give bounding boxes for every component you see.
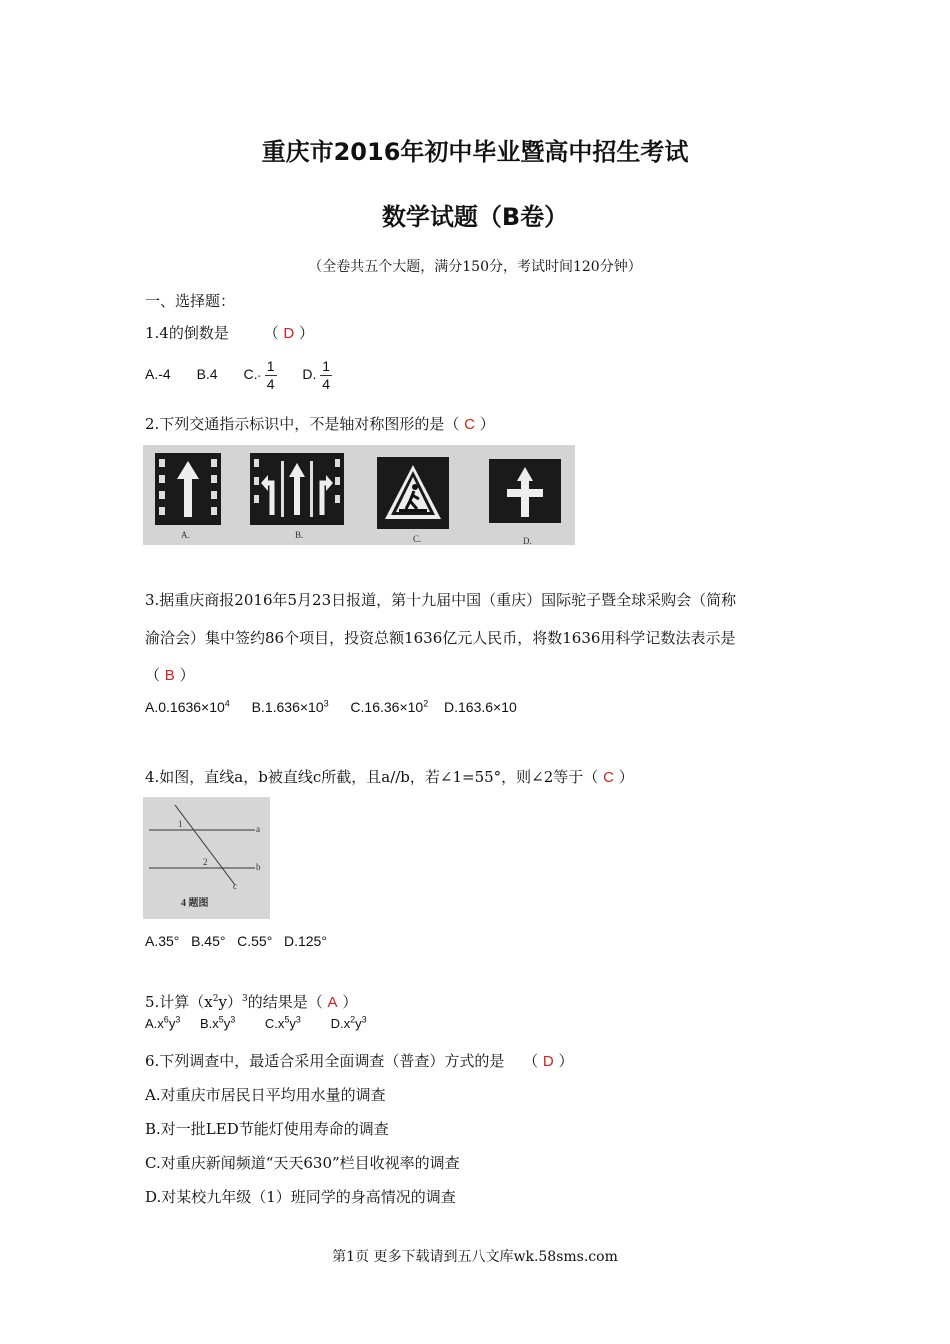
question-5-answer: A: [327, 994, 338, 1011]
option-b: B.4: [196, 366, 218, 383]
question-1-options: [145, 358, 354, 393]
fraction: $\frac{1}{4}$: [322, 358, 331, 392]
question-6-option-d: D.对某校九年级（1）班同学的身高情况的调查: [145, 1188, 456, 1206]
question-1-answer: D: [283, 325, 295, 342]
page-footer: 第1页 更多下载请到五八文库wk.58sms.com: [332, 1249, 618, 1265]
sign-c-label: C.: [413, 534, 422, 544]
pedestrian-crossing-sign-icon: [377, 457, 449, 529]
question-4-stem: 4.如图，直线a，b被直线c所截，且a//b，若∠1=55°，则∠2等于（: [145, 768, 599, 786]
option-c: $C.x^5y^3$: [264, 1014, 301, 1031]
parallel-lines-figure: [143, 797, 270, 919]
option-c: C.- $\frac{1}{4}$: [243, 358, 275, 392]
question-5-options: [145, 1016, 389, 1031]
question-3-options: [145, 699, 517, 715]
angle-1-label: 1: [178, 819, 183, 829]
option-a: $A.x^6y^3$: [145, 1014, 181, 1031]
angle-2-label: 2: [203, 857, 208, 867]
sign-d-label: D.: [523, 536, 532, 546]
sign-a-label: A.: [181, 530, 190, 540]
straight-arrow-sign-icon: [155, 453, 221, 525]
question-4-options: A.35° B.45° C.55° D.125°: [145, 933, 327, 949]
crossroad-sign-icon: [489, 459, 561, 523]
question-3-line-2: 渝洽会）集中签约86个项目，投资总额1636亿元人民币，将数1636用科学记数法表示是: [145, 629, 736, 647]
traffic-signs-image: [143, 445, 575, 545]
question-2-answer: C: [464, 416, 475, 433]
line-a-label: a: [256, 824, 260, 834]
exam-subtitle: 数学试题（B卷）: [381, 203, 569, 231]
question-4-answer: C: [603, 769, 614, 786]
question-2: 2.下列交通指示标识中，不是轴对称图形的是（ C ）: [145, 415, 495, 433]
option-d: $D.x^2y^3$: [330, 1014, 367, 1031]
option-b: $B.x^5y^3$: [199, 1014, 236, 1031]
question-4: 4.如图，直线a，b被直线c所截，且a//b，若∠1=55°，则∠2等于（ C ）: [145, 768, 634, 786]
question-6-option-c: C.对重庆新闻频道“天天630”栏目收视率的调查: [145, 1154, 460, 1172]
figure-caption: 4 题图: [181, 898, 209, 909]
line-b-label: b: [256, 862, 261, 872]
option-b: $B.1.636\times 10^3$: [251, 698, 329, 715]
question-3-answer-line: （ B ）: [145, 666, 195, 684]
question-5: 5.计算$(x^2y)^3$的结果是（ A ）: [145, 993, 358, 1011]
question-6-option-b: B.对一批LED节能灯使用寿命的调查: [145, 1120, 389, 1138]
question-6-answer: D: [542, 1053, 554, 1070]
question-6-option-a: A.对重庆市居民日平均用水量的调查: [145, 1086, 386, 1104]
fraction: $\frac{1}{4}$: [266, 358, 275, 392]
question-3-line-1: 3.据重庆商报2016年5月23日报道，第十九届中国（重庆）国际驼子暨全球采购会（简称: [145, 591, 737, 609]
option-d: D. $\frac{1}{4}$: [302, 358, 331, 392]
question-6: 6.下列调查中，最适合采用全面调查（普查）方式的是 （ D ）: [145, 1052, 574, 1070]
question-6-stem: 6.下列调查中，最适合采用全面调查（普查）方式的是: [145, 1052, 505, 1070]
question-1-stem: 1.4的倒数是: [145, 324, 229, 342]
line-c-label: c: [233, 881, 237, 891]
lane-arrows-sign-icon: [250, 453, 344, 525]
exam-note: （全卷共五个大题，满分150分，考试时间120分钟）: [308, 259, 642, 275]
sign-b-label: B.: [295, 530, 304, 540]
exam-title: 重庆市2016年初中毕业暨高中招生考试: [261, 138, 689, 166]
question-3-answer: B: [164, 667, 175, 684]
option-d: D.163.6×10: [444, 699, 517, 715]
option-a: A.-4: [145, 366, 171, 383]
option-c: $C.16.36\times 10^2$: [350, 698, 429, 715]
option-a: $A.0.1636\times 10^4$: [145, 698, 230, 715]
question-1: 1.4的倒数是 （ D ）: [145, 324, 315, 342]
section-label: 一、选择题：: [145, 292, 236, 310]
question-2-stem: 2.下列交通指示标识中，不是轴对称图形的是（: [145, 415, 460, 433]
